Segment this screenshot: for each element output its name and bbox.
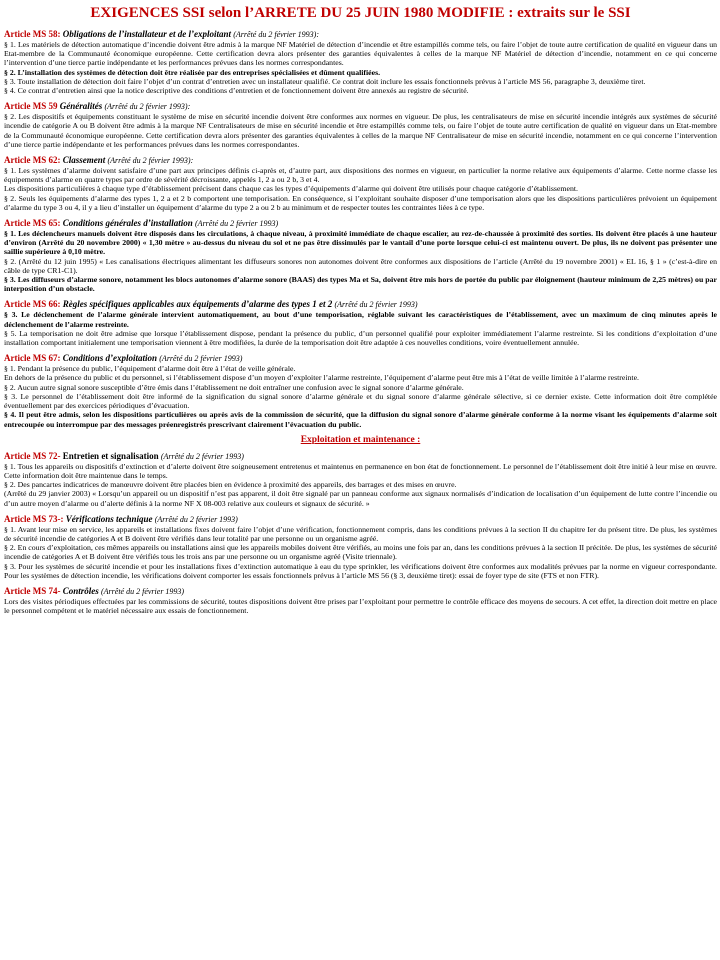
paragraph: § 1. Tous les appareils ou dispositifs d’extinction et d’alerte doivent être soigneusement entretenus et maintenus en permanence en bon état de fonctionnement. Le personnel de l’établissement doit être initié à leur mise en œuvre. Cette information doit être maintenue dans le temps. <box>4 461 717 480</box>
document-title: EXIGENCES SSI selon l’ARRETE DU 25 JUIN 1980 MODIFIE : extraits sur le SSI <box>90 5 631 21</box>
paragraph: § 1. Les systèmes d’alarme doivent satisfaire d’une part aux principes définis ci-après et, d’autre part, aux dispositions des normes en vigueur, en particulier la norme relative aux équipements d’alarme. Cette norme classe les équipements d’alarme en quatre types par ordre de sévérité décroissante, appelés 1, 2 a ou 2 b, 3 et 4. <box>4 166 717 185</box>
article-ms62 <box>4 155 717 212</box>
paragraph: § 4. Il peut être admis, selon les dispositions particulières ou après avis de la commission de sécurité, que la diffusion du signal sonore d’alarme générale conforme à la norme visant les équipements d’alarme soit entrecoupée ou interrompue par des messages préenregistrés prescrivant clairement l’évacuation du public. <box>4 410 717 429</box>
paragraph: § 3. Les diffuseurs d’alarme sonore, notamment les blocs autonomes d’alarme sonore (BAAS) des types Ma et Sa, doivent être mis hors de portée du public par éloignement (hauteur minimum de 2,25 mètres) ou par interposition d’un obstacle. <box>4 275 717 294</box>
article-heading <box>4 29 717 40</box>
article-ref: (Arrêté du 2 février 1993): <box>233 30 320 39</box>
article-code: Article MS 58: <box>4 29 61 39</box>
article-heading <box>4 451 717 462</box>
paragraph: § 5. La temporisation ne doit être admise que lorsque l’établissement dispose, pendant la présence du public, d’un personnel qualifié pour exploiter immédiatement l’alarme restreinte. Si les conditions d’exploitation d’une installation comportant initialement une temporisation viennent à être modifiées, la durée de la temporisation doit être adaptée à ces nouvelles conditions, voire éventuellement annulée. <box>4 328 717 348</box>
article-ms65 <box>4 218 717 293</box>
paragraph: § 2. Les dispositifs et équipements constituant le système de mise en sécurité incendie doivent être conformes aux normes en vigueur. De plus, les centralisateurs de mise en sécurité incendie intégrés aux systèmes de sécurité incendie de catégorie A ou B doivent être admis à la marque NF Centralisateurs de mise en sécurité incendie et être estampillés comme tels, ou faire l’objet de toute autre certification de qualité en vigueur dans un Etat-membre de la Communauté économique européenne. Cette certification devra alors présenter des garanties équivalentes à celles de la marque NF Centralisateur de mise en sécurité incendie, notamment en ce qui concerne l’intervention d’une tierce partie indépendante et les performances prévues dans les normes correspondantes. <box>4 112 717 149</box>
paragraph: § 2. Seuls les équipements d’alarme des types 1, 2 a et 2 b comportent une temporisation. En conséquence, si l’exploitant souhaite disposer d’une temporisation alors que les dispositions particulières prévoient un équipement d’alarme du type 3 ou 4, il y a lieu d’installer un équipement d’alarme du type 2 a ou 2 b au minimum et de respecter toutes les contraintes liées à ce type. <box>4 193 717 212</box>
paragraph: En dehors de la présence du public et du personnel, si l’établissement dispose d’un moyen d’exploiter l’alarme restreinte, l’équipement d’alarme peut être mis à l’état de veille limitée à l’alarme restreinte. <box>4 373 639 383</box>
article-code: Article MS 66: <box>4 299 61 310</box>
article-ref: (Arrêté du 2 février 1993) <box>334 300 418 310</box>
paragraph: § 3. Toute installation de détection doit faire l’objet d’un contrat d’entretien avec un installateur qualifié. Ce contrat doit inclure les essais fonctionnels prévus à l’article MS 56, paragraphe 3, deuxième tiret. <box>4 76 646 86</box>
article-code: Article MS 73-: <box>4 513 64 524</box>
paragraph: (Arrêté du 29 janvier 2003) « Lorsqu’un appareil ou un dispositif n’est pas apparent, il doit être signalé par un panneau conforme aux signaux normalisés d’indication de localisation d’un équipement de lutte contre l’incendie ou d’un autre moyen d’alarme ou d’alerte définis à la norme NF X 08-003 relative aux couleurs et signaux de sécurité. » <box>4 489 717 508</box>
article-title: Entretien et signalisation <box>62 450 159 461</box>
article-code: Article MS 74- <box>4 585 61 596</box>
article-ref: (Arrêté du 2 février 1993) <box>154 514 238 524</box>
paragraph: § 1. Les matériels de détection automatique d’incendie doivent être admis à la marque NF Matériel de détection d’incendie et être estampillés comme tels, ou faire l’objet de toute autre certification de qualité en vigueur dans un Etat-membre de la Communauté économique européenne. Cette certification devra alors présenter des garanties équivalentes à celles de la marque NF Matériel de détection d’incendie, notamment en ce qui concerne l’intervention d’une tierce partie indépendante et les performances prévues dans les normes correspondantes. <box>4 40 717 68</box>
article-code: Article MS 67: <box>4 353 61 364</box>
article-ref: (Arrêté du 2 février 1993) <box>160 451 244 461</box>
article-ms74 <box>4 586 717 615</box>
article-title: Obligations de l’installateur et de l’exploitant <box>62 29 231 39</box>
paragraph: § 1. Les déclencheurs manuels doivent être disposés dans les circulations, à chaque niveau, à proximité immédiate de chaque escalier, au rez-de-chaussée à proximité des sorties. Ils doivent être placés à une hauteur d’environ (Arrêté du 20 novembre 2000) « 1,30 mètre » au-dessus du niveau du sol et ne pas être dissimulés par le vantail d’une porte lorsque celui-ci est maintenu ouvert. De plus, ils ne doivent pas présenter une saillie supérieure à 0,10 mètre. <box>4 229 717 257</box>
article-title: Vérifications technique <box>65 513 153 524</box>
paragraph: Les dispositions particulières à chaque type d’établissement précisent dans chaque cas les types d’équipements d’alarme qui doivent être utilisés pour chaque catégorie d’établissement. <box>4 184 578 194</box>
article-ref: (Arrêté du 2 février 1993): <box>107 156 194 166</box>
article-title: Règles spécifiques applicables aux équipements d’alarme des types 1 et 2 <box>62 299 333 310</box>
section-title: Exploitation et maintenance : <box>300 434 421 445</box>
article-heading <box>4 299 717 310</box>
article-ms72 <box>4 451 717 508</box>
article-ref: (Arrêté du 2 février 1993) <box>159 354 243 364</box>
article-heading <box>4 155 717 166</box>
paragraph: § 2. Des pancartes indicatrices de manœuvre doivent être placées bien en évidence à proximité des appareils, des barrages et des mises en œuvre. <box>4 480 457 490</box>
article-ms73 <box>4 514 717 580</box>
article-code: Article MS 65: <box>4 218 61 229</box>
paragraph: § 3. Le personnel de l’établissement doit être informé de la signification du signal sonore d’alarme générale et du signal sonore d’alarme générale sélective, si ce dernier existe. Cette information doit être complétée éventuellement par des exercices périodiques d’évacuation. <box>4 391 717 411</box>
paragraph: § 3. Le déclenchement de l’alarme générale intervient automatiquement, au bout d’une temporisation, réglable suivant les caractéristiques de l’établissement, avec un maximum de cinq minutes après le déclenchement de l’alarme restreinte. <box>4 310 717 329</box>
paragraph: § 3. Pour les systèmes de sécurité incendie et pour les installations fixes d’extinction automatique à eau du type sprinkler, les vérifications doivent être conformes aux modalités prévues par la norme en vigueur correspondante. Pour les systèmes de détection incendie, les vérifications doivent comporter les essais fonctionnels prévus à l’article MS 56 (§ 3, deuxième tiret): essai de foyer type de site (FTS et non FTR). <box>4 561 717 580</box>
paragraph: § 2. (Arrêté du 12 juin 1995) « Les canalisations électriques alimentant les diffuseurs sonores non autonomes doivent être conformes aux dispositions de l’article (Arrêté du 19 novembre 2001) « EL 16, § 1 » (c’est-à-dire en câble de type CR1-C1). <box>4 256 717 275</box>
article-heading <box>4 514 717 525</box>
article-title: Généralités <box>59 101 103 112</box>
article-ms66 <box>4 299 717 347</box>
article-heading <box>4 101 717 112</box>
paragraph: § 2. L’installation des systèmes de détection doit être réalisée par des entreprises spécialisées et dûment qualifiées. <box>4 67 381 77</box>
paragraph: § 1. Avant leur mise en service, les appareils et installations fixes doivent faire l’objet d’une vérification, fonctionnement compris, dans les conditions prévues à la section II du chapitre Ier du présent titre. De plus, les systèmes de sécurité incendie de catégories A et B doivent être vérifiés dans leur totalité par une personne ou un organisme agréé. <box>4 524 717 543</box>
paragraph: § 4. Ce contrat d’entretien ainsi que la notice descriptive des conditions d’entretien et de fonctionnement doivent être annexés au registre de sécurité. <box>4 86 469 96</box>
article-heading <box>4 586 717 597</box>
article-heading <box>4 218 717 229</box>
article-ms67 <box>4 353 717 428</box>
article-ref: (Arrêté du 2 février 1993) <box>195 219 279 229</box>
article-ref: (Arrêté du 2 février 1993) <box>101 586 185 596</box>
article-ms58 <box>4 29 717 95</box>
article-title: Conditions générales d’installation <box>62 218 193 229</box>
article-title: Contrôles <box>62 585 99 596</box>
article-code: Article MS 59 <box>4 101 58 112</box>
paragraph: Lors des visites périodiques effectuées par les commissions de sécurité, toutes dispositions doivent être prises par l’exploitant pour permettre le contrôle efficace des moyens de secours. A cet effet, la direction doit mettre en place le personnel compétent et le matériel nécessaire aux essais de fonctionnement. <box>4 596 717 616</box>
paragraph: § 1. Pendant la présence du public, l’équipement d’alarme doit être à l’état de veille générale. <box>4 364 296 374</box>
article-ref: (Arrêté du 2 février 1993): <box>104 102 191 112</box>
article-title: Conditions d’exploitation <box>62 353 158 364</box>
article-heading <box>4 353 717 364</box>
paragraph: § 2. Aucun autre signal sonore susceptible d’être émis dans l’établissement ne doit entraîner une confusion avec le signal sonore d’alarme générale. <box>4 382 464 392</box>
article-title: Classement <box>62 155 106 166</box>
article-code: Article MS 62: <box>4 155 61 166</box>
article-ms59 <box>4 101 717 149</box>
paragraph: § 2. En cours d’exploitation, ces mêmes appareils ou installations ainsi que les appareils mobiles doivent être vérifiés, au moins une fois par an, dans les conditions prévues à la section II précitée. De plus, les systèmes de sécurité incendie de catégories A et B doivent être vérifiés tous les trois ans par une personne ou un organisme agréé (Visite triennale). <box>4 543 717 562</box>
article-code: Article MS 72- <box>4 450 61 461</box>
